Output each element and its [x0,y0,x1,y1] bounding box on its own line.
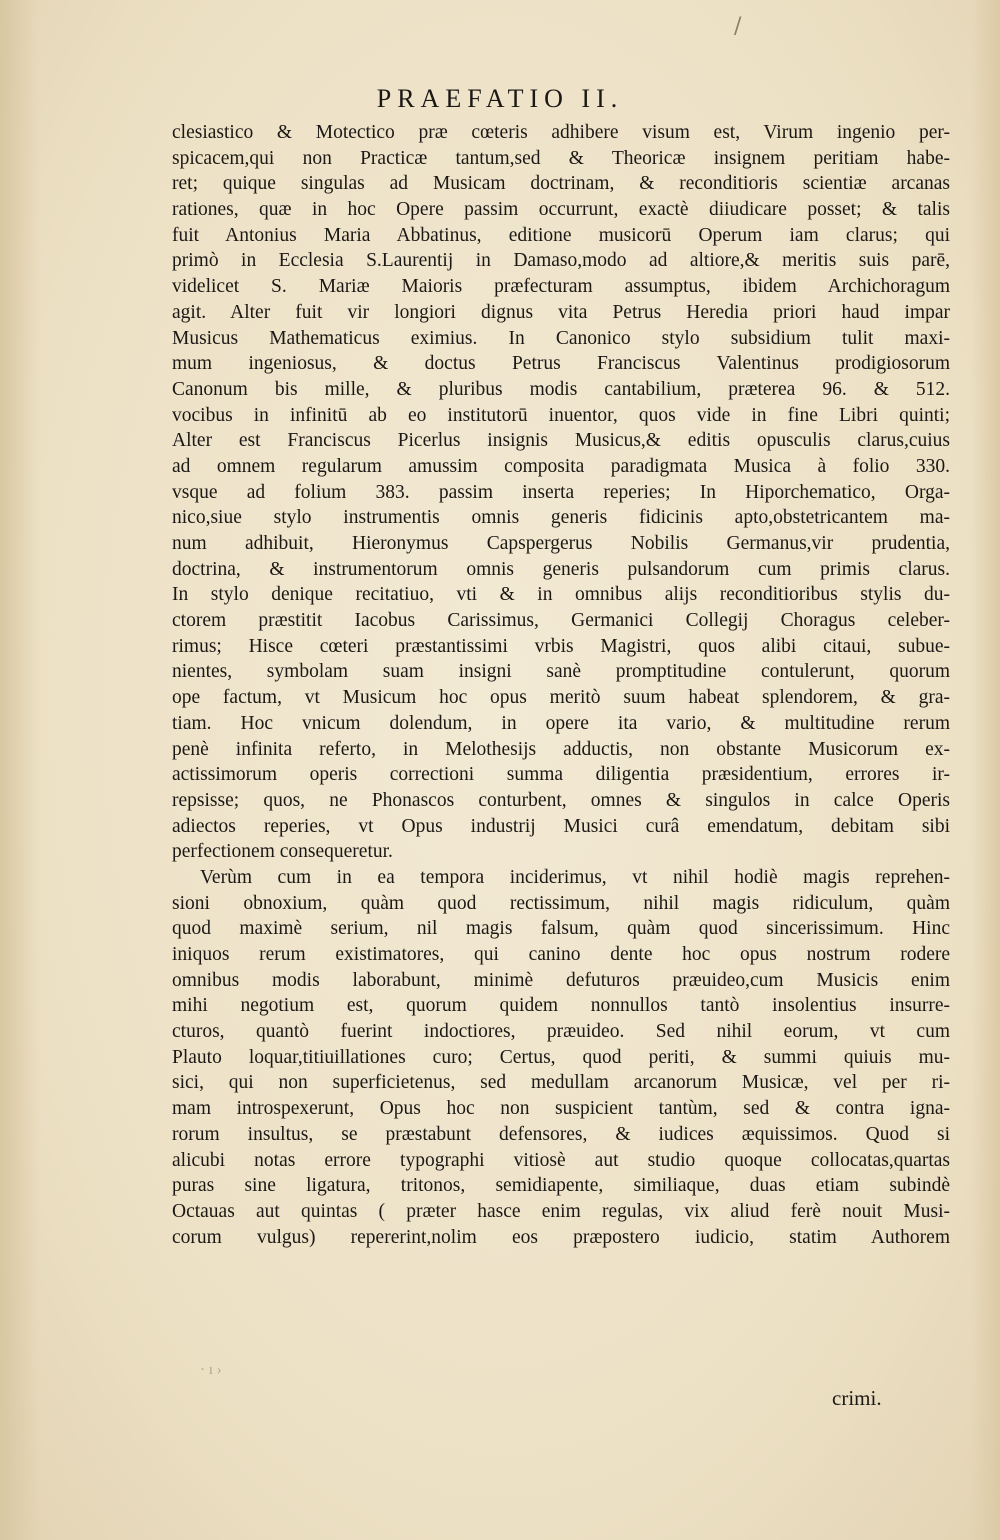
text-line: nientes, symbolam suam insigni sanè promptitudine contulerunt, quorum [172,661,950,683]
text-line: ad omnem regularum amussim composita paradigmata Musica à folio 330. [172,455,950,477]
text-line: puras sine ligatura, tritonos, semidiapente, similiaque, duas etiam subindè [172,1175,950,1197]
text-line: omnibus modis laborabunt, minimè defuturos præuideo,cum Musicis enim [172,969,950,991]
signature-mark: · ı › [200,1362,222,1378]
page-shadow-right [970,0,1000,1540]
text-line: mam introspexerunt, Opus hoc non suspicient tantùm, sed & contra igna- [172,1098,950,1120]
text-line: mum ingeniosus, & doctus Petrus Franciscus Valentinus prodigiosorum [172,353,950,375]
text-line: alicubi notas errore typographi vitiosè aut studio quoque collocatas,quartas [172,1149,950,1171]
body-text [172,120,950,1250]
text-line: cturos, quantò fuerint indoctiores, præuideo. Sed nihil eorum, vt cum [172,1021,950,1043]
text-line: vocibus in infinitū ab eo institutorū inuentor, quos vide in fine Libri quinti; [172,404,950,426]
text-line: tiam. Hoc vnicum dolendum, in opere ita vario, & multitudine rerum [172,712,950,734]
running-title: PRAEFATIO II. [376,84,624,113]
text-line: In stylo denique recitatiuo, vti & in omnibus alijs reconditioribus stylis du- [172,584,950,606]
text-line-paragraph-end: perfectionem consequeretur. [172,841,393,863]
text-line: quod maximè serium, nil magis falsum, quàm quod sincerissimum. Hinc [172,918,950,940]
text-line: spicacem,qui non Practicæ tantum,sed & Theoricæ insignem peritiam habe- [172,147,950,169]
text-line: vsque ad folium 383. passim inserta reperies; In Hiporchematico, Orga- [172,481,950,503]
text-line: Canonum bis mille, & pluribus modis cantabilium, præterea 96. & 512. [172,378,950,400]
text-line: iniquos rerum existimatores, qui canino dente hoc opus nostrum rodere [172,944,950,965]
text-line: ope factum, vt Musicum hoc opus meritò suum habeat splendorem, & gra- [172,687,950,709]
text-line: agit. Alter fuit vir longiori dignus vita Petrus Heredia priori haud impar [172,301,950,323]
text-line: ret; quique singulas ad Musicam doctrinam, & reconditioris scientiæ arcanas [172,173,950,195]
text-line: sici, qui non superficietenus, sed medullam arcanorum Musicæ, vel per ri- [172,1072,950,1094]
corner-mark: / [734,14,742,39]
text-line: clesiastico & Motectico præ cœteris adhibere visum est, Virum ingenio per- [172,122,950,143]
text-line: rorum insultus, se præstabunt defensores, & iudices æquissimos. Quod si [172,1123,950,1145]
text-line: penè infinita referto, in Melothesijs adductis, non obstante Musicorum ex- [172,738,950,760]
text-line-paragraph-start: Verùm cum in ea tempora inciderimus, vt nihil hodiè magis reprehen- [200,866,950,888]
text-line: Musicus Mathematicus eximius. In Canonico stylo subsidium tulit maxi- [172,327,950,349]
text-line: sioni obnoxium, quàm quod rectissimum, nihil magis ridiculum, quàm [172,892,950,914]
page-shadow-left [0,0,40,1540]
text-line: corum vulgus) repererint,nolim eos præpostero iudicio, statim Authorem [172,1226,950,1248]
text-line: videlicet S. Mariæ Maioris præfecturam assumptus, ibidem Archichoragum [172,276,950,298]
text-line: Plauto loquar,titiuillationes curo; Certus, quod periti, & summi quiuis mu- [172,1046,950,1068]
text-line: mihi negotium est, quorum quidem nonnullos tantò insolentius insurre- [172,995,950,1017]
text-line: rimus; Hisce cœteri præstantissimi vrbis Magistri, quos alibi citaui, subue- [172,635,950,657]
text-line: actissimorum operis correctioni summa diligentia præsidentium, errores ir- [172,764,950,786]
text-line: rationes, quæ in hoc Opere passim occurrunt, exactè diiudicare posset; & talis [172,199,950,221]
text-line: doctrina, & instrumentorum omnis generis pulsandorum cum primis clarus. [172,558,950,580]
text-line: num adhibuit, Hieronymus Capspergerus Nobilis Germanus,vir prudentia, [172,533,950,554]
text-line: adiectos reperies, vt Opus industrij Musici curâ emendatum, debitam sibi [172,815,950,837]
catchword: crimi. [832,1386,882,1410]
text-line: Alter est Franciscus Picerlus insignis Musicus,& editis opusculis clarus,cuius [172,430,950,452]
text-line: ctorem præstitit Iacobus Carissimus, Germanici Collegij Choragus celeber- [172,610,950,632]
text-line: fuit Antonius Maria Abbatinus, editione musicorū Operum iam clarus; qui [172,224,950,246]
text-line: repsisse; quos, ne Phonascos conturbent, omnes & singulos in calce Operis [172,789,950,811]
text-line: nico,siue stylo instrumentis omnis generis fidicinis apto,obstetricantem ma- [172,507,950,529]
text-line: Octauas aut quintas ( præter hasce enim regulas, vix aliud ferè nouit Musi- [172,1200,950,1222]
text-line: primò in Ecclesia S.Laurentij in Damaso,modo ad altiore,& meritis suis parē, [172,250,950,272]
